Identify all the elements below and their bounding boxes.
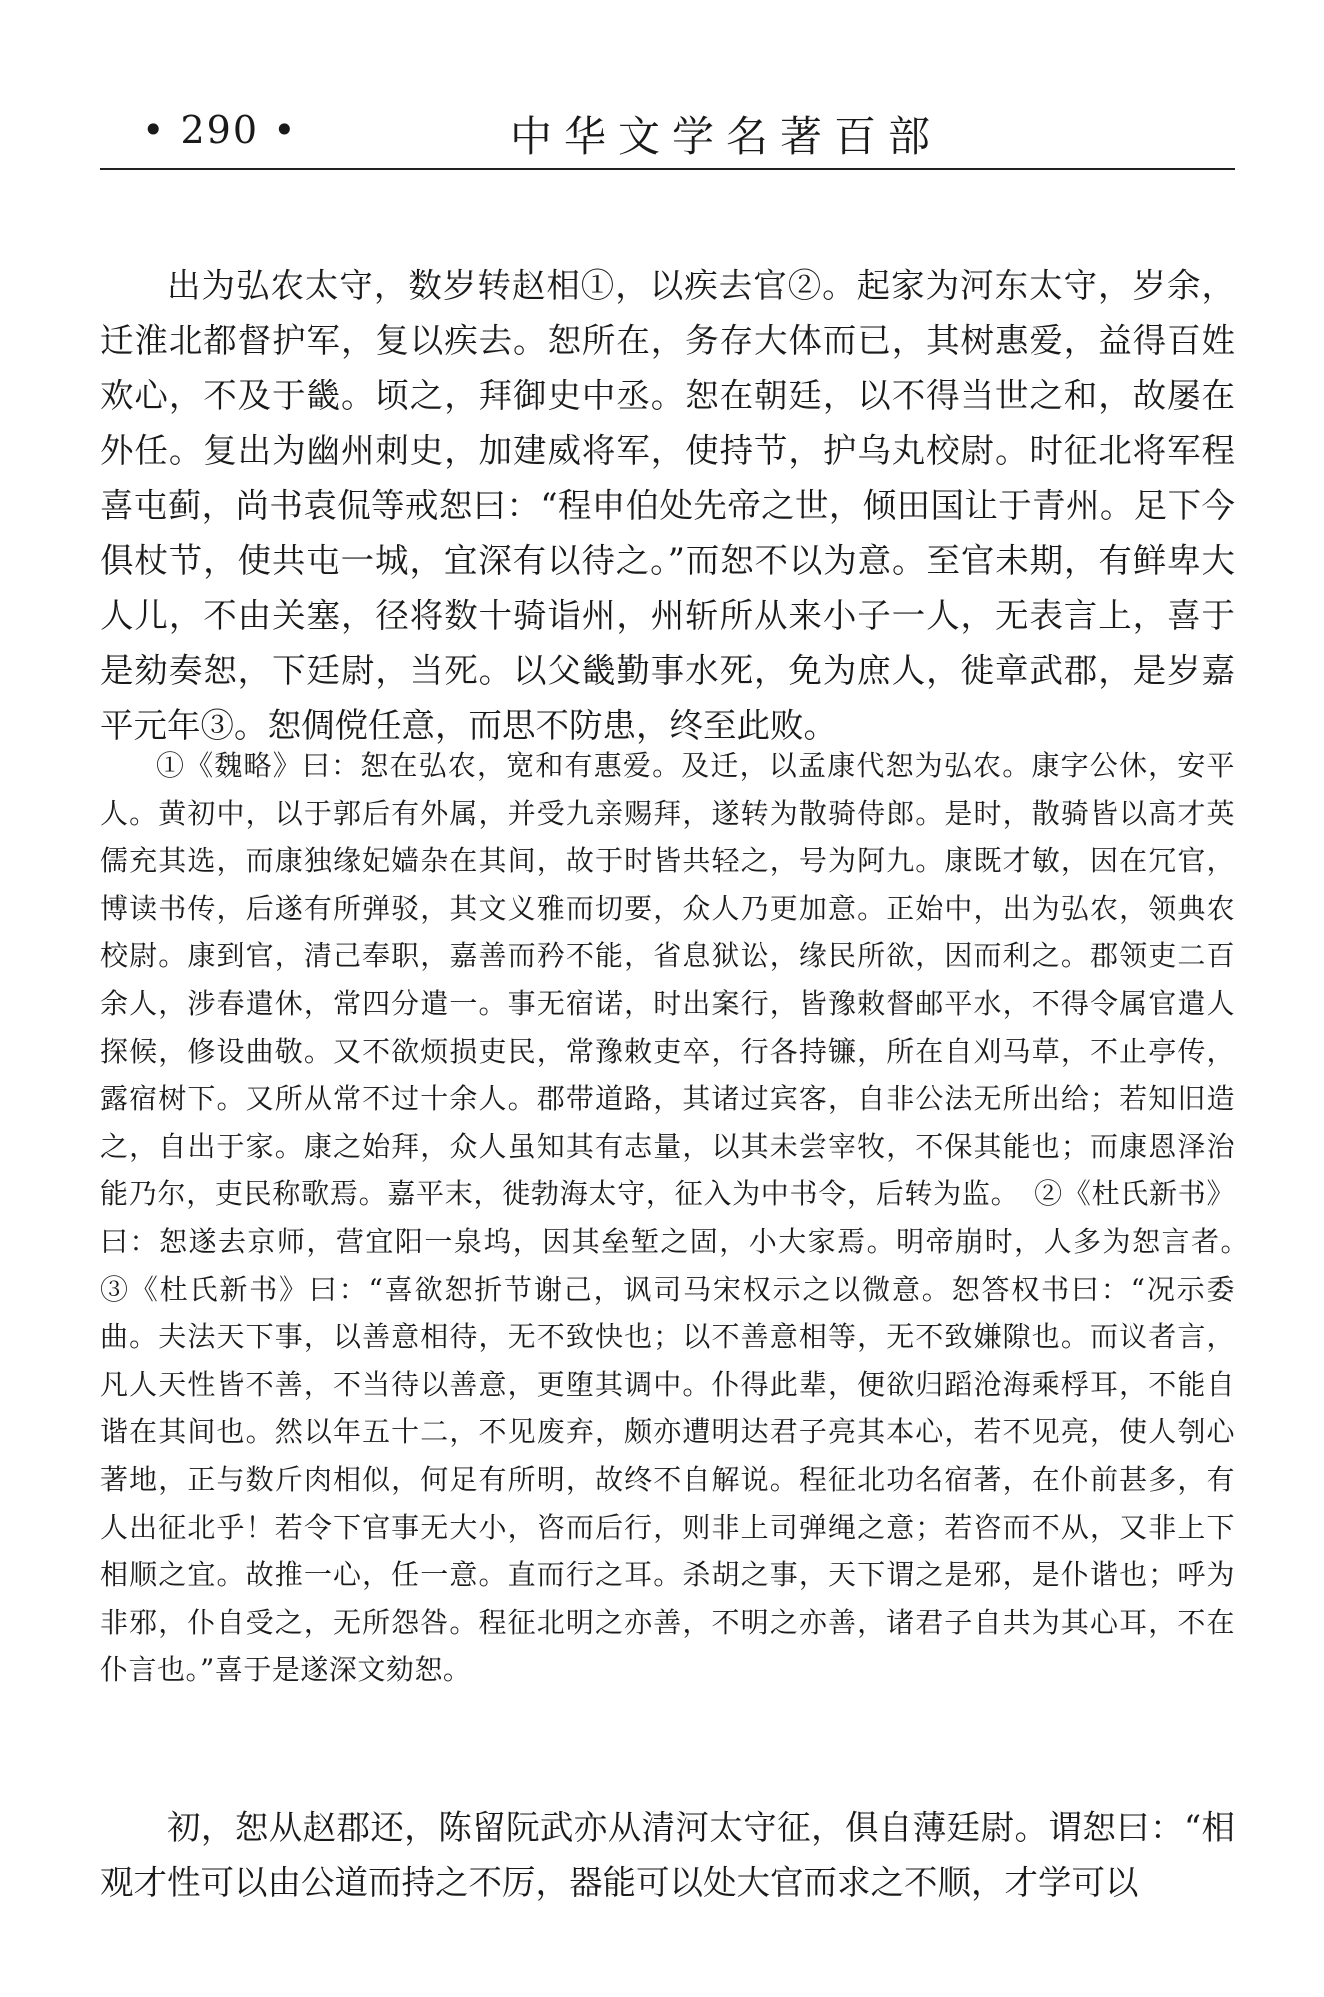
paragraph-text: 出为弘农太守，数岁转赵相①，以疾去官②。起家为河东太守，岁余，迁淮北都督护军，复以疾去。恕所在，务存大体而已，其树惠爱，益得百姓欢心，不及于畿。顷之，拜御史中丞。恕在朝廷，以不得当世之和，故屡在外任。复出为幽州刺史，加建威将军，使持节，护乌丸校尉。时征北将军程喜屯蓟，尚书袁侃等戒恕曰：“程申伯处先帝之世，倾田国让于青州。足下今俱杖节，使共屯一城，宜深有以待之。”而恕不以为意。至官未期，有鲜卑大人儿，不由关塞，径将数十骑诣州，州斩所从来小子一人，无表言上，喜于是劾奏恕，下廷尉，当死。以父畿勤事水死，免为庶人，徙章武郡，是岁嘉平元年③。恕倜傥任意，而思不防患，终至此败。 (100, 266, 1235, 745)
paragraph-text: 初，恕从赵郡还，陈留阮武亦从清河太守征，俱自薄廷尉。谓恕曰：“相观才性可以由公道而持之不厉，器能可以处大官而求之不顺，才学可以 (100, 1808, 1235, 1902)
notes-text: ①《魏略》曰：恕在弘农，宽和有惠爱。及迁，以孟康代恕为弘农。康字公休，安平人。黄初中，以于郭后有外属，并受九亲赐拜，遂转为散骑侍郎。是时，散骑皆以高才英儒充其选，而康独缘妃嫱杂在其间，故于时皆共轻之，号为阿九。康既才敏，因在冗官，博读书传，后遂有所弹驳，其文义雅而切要，众人乃更加意。正始中，出为弘农，领典农校尉。康到官，清己奉职，嘉善而矜不能，省息狱讼，缘民所欲，因而利之。郡领吏二百余人，涉春遣休，常四分遣一。事无宿诺，时出案行，皆豫敕督邮平水，不得令属官遣人探候，修设曲敬。又不欲烦损吏民，常豫敕吏卒，行各持镰，所在自刈马草，不止亭传，露宿树下。又所从常不过十余人。郡带道路，其诸过宾客，自非公法无所出给；若知旧造之，自出于家。康之始拜，众人虽知其有志量，以其未尝宰牧，不保其能也；而康恩泽治能乃尔，吏民称歌焉。嘉平末，徙勃海太守，征入为中书令，后转为监。 ②《杜氏新书》曰：恕遂去京师，营宜阳一泉坞，因其垒堑之固，小大家焉。明帝崩时，人多为恕言者。 ③《杜氏新书》曰：“喜欲恕折节谢己，讽司马宋权示之以微意。恕答权书曰：“况示委曲。夫法天下事，以善意相待，无不致快也；以不善意相等，无不致嫌隙也。而议者言，凡人天性皆不善，不当待以善意，更堕其调中。仆得此辈，便欲归蹈沧海乘桴耳，不能自谐在其间也。然以年五十二，不见废弃，颇亦遭明达君子亮其本心，若不见亮，使人刳心著地，正与数斤肉相似，何足有所明，故终不自解说。程征北功名宿著，在仆前甚多，有人出征北乎！若令下官事无大小，咨而后行，则非上司弹绳之意；若咨而不从，又非上下相顺之宜。故推一心，任一意。直而行之耳。杀胡之事，天下谓之是邪，是仆谐也；呼为非邪，仆自受之，无所怨咎。程征北明之亦善，不明之亦善，诸君子自共为其心耳，不在仆言也。”喜于是遂深文劾恕。 (100, 749, 1264, 1687)
book-title: 中华文学名著百部 (510, 112, 943, 161)
main-paragraph (100, 258, 1235, 753)
annotation-notes (100, 742, 1264, 1694)
next-paragraph (100, 1800, 1235, 1910)
page-number: • 290 • (142, 108, 298, 152)
header-rule (100, 168, 1235, 170)
